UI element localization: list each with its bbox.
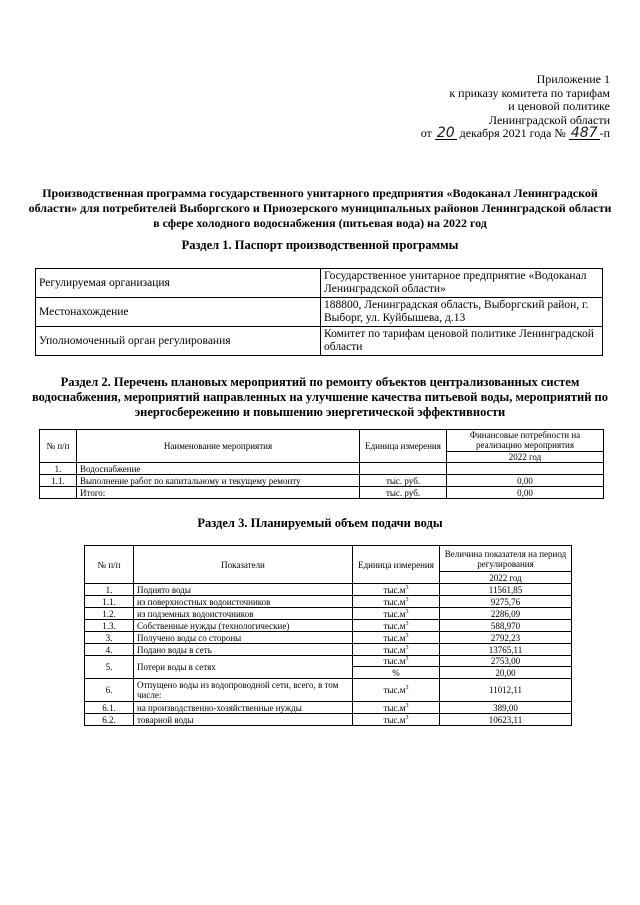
table-row: [85, 620, 572, 632]
cell-unit: [353, 644, 440, 656]
table-row: [85, 656, 572, 667]
passport-value: Государственное унитарное предприятие «Водоканал Ленинградской области»: [321, 269, 603, 298]
table-row: [40, 463, 604, 475]
appendix-line-4: Ленинградской области: [488, 112, 610, 127]
table-row: [40, 475, 604, 487]
unit-base: тыс.м: [383, 656, 406, 666]
cell-value: 10623,11: [440, 714, 572, 726]
cell-name: Потери воды в сетях: [134, 656, 353, 679]
table-row: [85, 596, 572, 608]
cell-num: 1.: [40, 463, 77, 475]
passport-value: 188800, Ленинградская область, Выборгский район, г. Выборг, ул. Куйбышева, д.13: [321, 298, 603, 327]
header-name: Показатели: [134, 546, 353, 584]
cell-num: 1.1.: [40, 475, 77, 487]
order-number-handwritten: 487: [570, 125, 598, 142]
cell-num: 6.1.: [85, 702, 134, 714]
cell-num: 1.3.: [85, 620, 134, 632]
cell-unit: [353, 714, 440, 726]
cell-unit: [353, 656, 440, 667]
cell-unit: [353, 632, 440, 644]
header-value: Величина показателя на период регулирования: [440, 546, 572, 572]
header-unit: Единица измерения: [360, 430, 447, 463]
unit-superscript: 3: [405, 608, 409, 615]
table-header-row: [40, 430, 604, 452]
cell-name: из поверхностных водоисточников: [134, 596, 353, 608]
unit-base: тыс.м: [383, 714, 406, 725]
appendix-date-line: [370, 127, 610, 141]
unit-base: тыс.м: [383, 608, 406, 619]
date-day-handwritten: 20: [436, 125, 455, 142]
unit-superscript: 3: [405, 620, 409, 627]
cell-name: на производственно-хозяйственные нужды: [134, 702, 353, 714]
cell-name: Отпущено воды из водопроводной сети, всего, в том числе:: [134, 679, 353, 702]
unit-base: тыс.м: [383, 702, 406, 713]
table-row: [40, 487, 604, 499]
header-finance: Финансовые потребности на реализацию мероприятия: [447, 430, 604, 452]
unit-base: тыс.м: [383, 620, 406, 631]
cell-name: Водоснабжение: [77, 463, 360, 475]
cell-num: 4.: [85, 644, 134, 656]
cell-name: Собственные нужды (технологические): [134, 620, 353, 632]
cell-num: 6.: [85, 679, 134, 702]
cell-unit: [353, 702, 440, 714]
table-row: [85, 644, 572, 656]
order-suffix: -п: [599, 126, 610, 141]
table-row: [36, 269, 603, 298]
cell-name: Получено воды со стороны: [134, 632, 353, 644]
table-row: [85, 679, 572, 702]
volume-table: [84, 545, 572, 726]
cell-value: 11561,85: [440, 584, 572, 596]
unit-superscript: 3: [405, 584, 409, 591]
cell-num: 1.2.: [85, 608, 134, 620]
cell-name: из подземных водоисточников: [134, 608, 353, 620]
header-year: 2022 год: [440, 572, 572, 584]
unit-base: тыс.м: [383, 644, 406, 655]
cell-unit: тыс. руб.: [360, 487, 447, 499]
cell-num: 1.: [85, 584, 134, 596]
volume-table-body: [85, 584, 572, 726]
unit-superscript: 3: [405, 596, 409, 603]
passport-label: Местонахождение: [36, 298, 321, 327]
unit-base: тыс.м: [383, 596, 406, 607]
cell-unit: [353, 679, 440, 702]
section-3-title: Раздел 3. Планируемый объем подачи воды: [197, 516, 443, 530]
cell-value: 2792,23: [440, 632, 572, 644]
cell-num: 5.: [85, 656, 134, 679]
events-table: [39, 429, 604, 499]
passport-label: Регулируемая организация: [36, 269, 321, 298]
section-2-title: Раздел 2. Перечень плановых мероприятий по ремонту объектов централизованных систем водоснабжения, мероприятий направленных на улучшение качества питьевой воды, мероприятий по энергосбережению и повышению энергетической эффективности: [31, 375, 609, 419]
appendix-line-1: Приложение 1: [536, 72, 610, 86]
table-row: [85, 608, 572, 620]
table-row: [36, 298, 603, 327]
appendix-block: [370, 73, 610, 141]
cell-unit: [353, 620, 440, 632]
header-year: 2022 год: [447, 451, 604, 462]
cell-unit: тыс. руб.: [360, 475, 447, 487]
cell-unit: [360, 463, 447, 475]
cell-value: 20,00: [440, 667, 572, 679]
passport-table: [35, 268, 603, 356]
cell-num: [40, 487, 77, 499]
unit-superscript: 3: [405, 702, 409, 709]
header-name: Наименование мероприятия: [77, 430, 360, 463]
cell-num: 6.2.: [85, 714, 134, 726]
cell-value: 588,970: [440, 620, 572, 632]
unit-superscript: 3: [405, 685, 409, 691]
unit-base: тыс.м: [383, 584, 406, 595]
cell-unit: [353, 608, 440, 620]
cell-value: 9275,76: [440, 596, 572, 608]
cell-value: 389,00: [440, 702, 572, 714]
unit-base: тыс.м: [383, 632, 406, 643]
cell-name: Итого:: [77, 487, 360, 499]
cell-value: 11012,11: [440, 679, 572, 702]
header-unit: Единица измерения: [353, 546, 440, 584]
appendix-line-3: и ценовой политике: [508, 99, 610, 114]
cell-value: 2286,09: [440, 608, 572, 620]
cell-name: Выполнение работ по капитальному и текущему ремонту: [77, 475, 360, 487]
cell-value: 0,00: [447, 487, 604, 499]
cell-unit: %: [353, 667, 440, 679]
appendix-line-2: к приказу комитета по тарифам: [449, 85, 610, 100]
cell-num: 3.: [85, 632, 134, 644]
table-row: [85, 714, 572, 726]
unit-superscript: 3: [405, 656, 409, 662]
cell-value: 13765,11: [440, 644, 572, 656]
header-num: № п/п: [40, 430, 77, 463]
table-row: [85, 632, 572, 644]
unit-superscript: 3: [405, 644, 409, 651]
table-row: [85, 584, 572, 596]
table-header-row: [85, 546, 572, 572]
passport-value: Комитет по тарифам ценовой политике Ленинградской области: [321, 327, 603, 356]
cell-unit: [353, 596, 440, 608]
cell-num: 1.1.: [85, 596, 134, 608]
document-title: Производственная программа государственного унитарного предприятия «Водоканал Ленинградской области» для потребителей Выборгского и Приозерского муниципальных районов Ленинградской области в сфере холодного водоснабжения (питьевая вода) на 2022 год: [28, 186, 612, 230]
section-1-title: Раздел 1. Паспорт производственной программы: [181, 238, 459, 252]
unit-superscript: 3: [405, 714, 409, 721]
cell-value: 2753,00: [440, 656, 572, 667]
unit-superscript: 3: [405, 632, 409, 639]
unit-base: тыс.м: [383, 685, 406, 695]
date-prefix: от: [420, 126, 432, 141]
cell-unit: [353, 584, 440, 596]
cell-value: 0,00: [447, 475, 604, 487]
table-row: [36, 327, 603, 356]
header-num: № п/п: [85, 546, 134, 584]
passport-label: Уполномоченный орган регулирования: [36, 327, 321, 356]
date-rest: декабря 2021 года №: [459, 126, 566, 141]
table-row: [85, 702, 572, 714]
cell-name: Поднято воды: [134, 584, 353, 596]
cell-value: [447, 463, 604, 475]
cell-name: товарной воды: [134, 714, 353, 726]
cell-name: Подано воды в сеть: [134, 644, 353, 656]
